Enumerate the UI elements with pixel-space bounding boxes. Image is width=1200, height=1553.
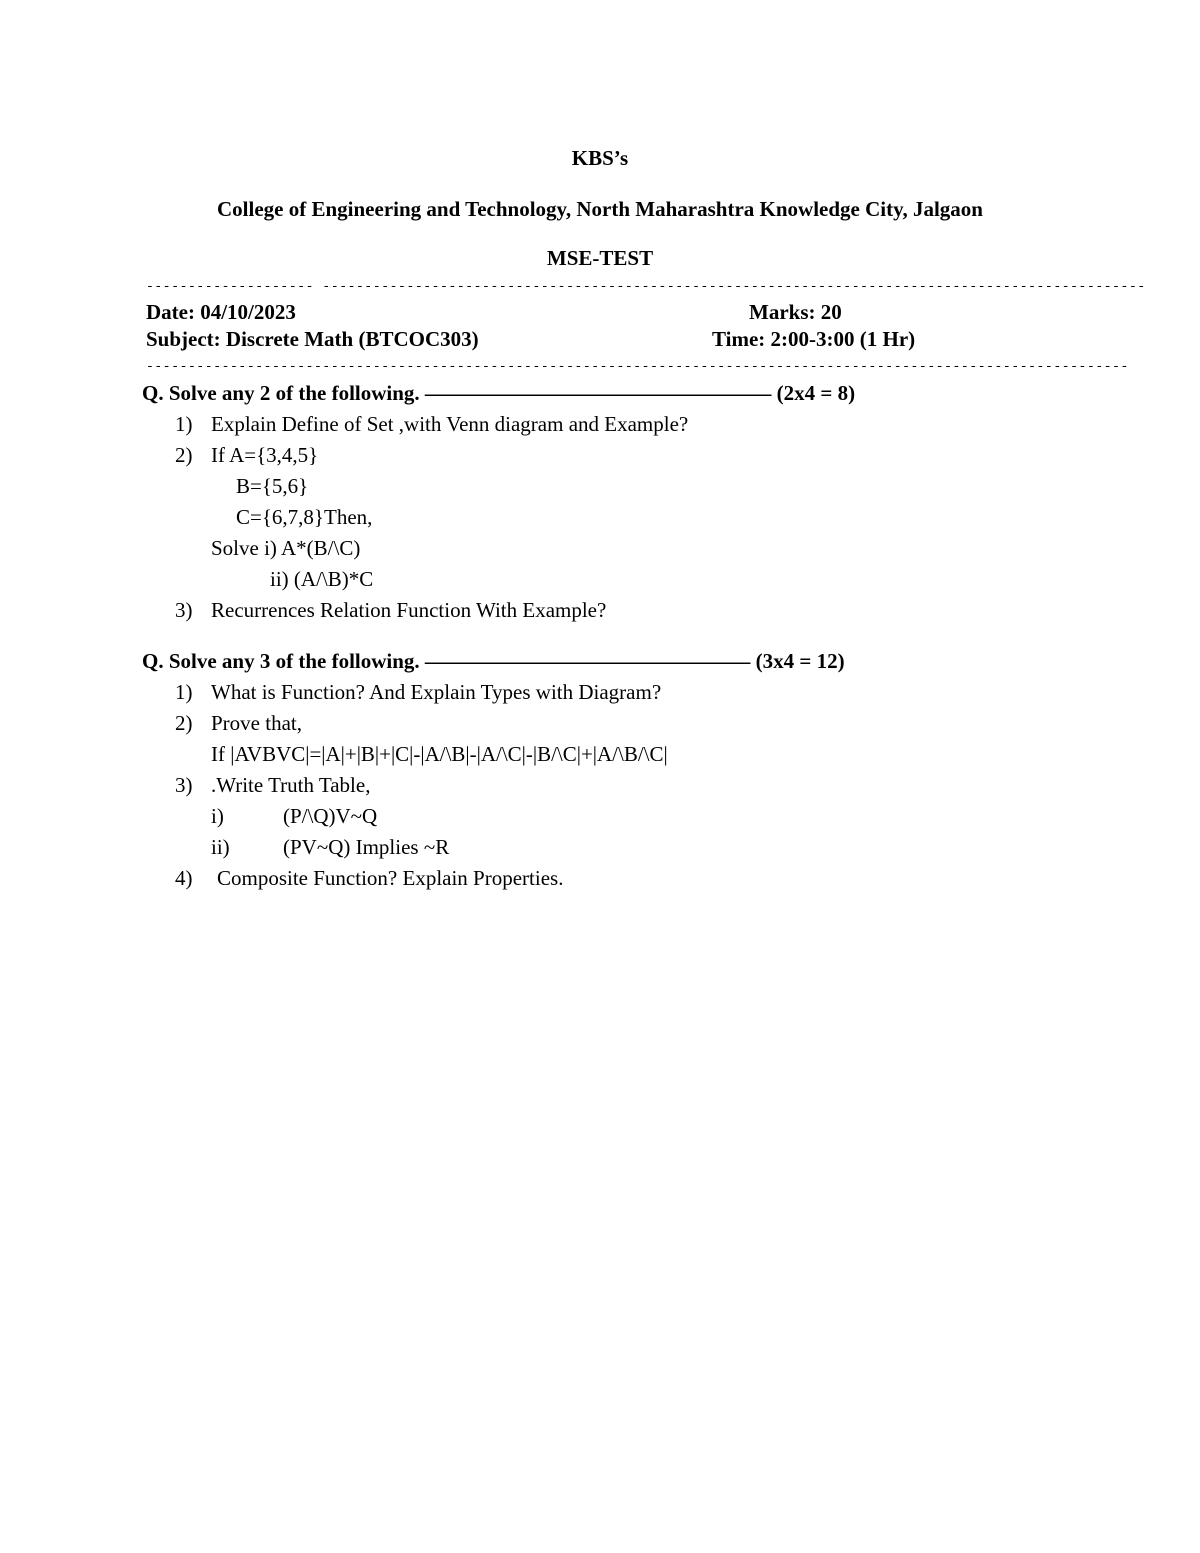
institution-short-name: KBS’s (571, 146, 629, 170)
top-divider: -------------------- -------------------------------------------------------------------------------------------------- (146, 279, 1146, 294)
exam-marks: Marks: 20 (749, 300, 842, 324)
s2-item2-number: 2) (175, 711, 193, 735)
s2-item2-formula: If |AVBVC|=|A|+|B|+|C|-|A/\B|-|A/\C|-|B/\C|+|A/\B/\C| (211, 742, 668, 766)
s1-item1-number: 1) (175, 412, 193, 436)
s1-item2-line-c: C={6,7,8}Then, (236, 505, 373, 529)
bottom-divider: --------------------------------------------------------------------------------------------------------------------- (146, 359, 1129, 374)
s1-item3-number: 3) (175, 598, 193, 622)
s2-item3-sub-ii-number: ii) (211, 835, 230, 859)
exam-time: Time: 2:00-3:00 (1 Hr) (712, 327, 916, 351)
s2-item3-sub-i-text: (P/\Q)V~Q (283, 804, 378, 828)
s2-item3-sub-i-number: i) (211, 804, 224, 828)
s2-item3-number: 3) (175, 773, 193, 797)
section1-title: Q. Solve any 2 of the following. ––––––––––––––––––––––––––––––––– (2x4 = 8) (142, 381, 856, 405)
s2-item1-number: 1) (175, 680, 193, 704)
s1-item2-number: 2) (175, 443, 193, 467)
exam-date: Date: 04/10/2023 (146, 300, 296, 324)
s1-item2-solve-i: Solve i) A*(B/\C) (211, 536, 361, 560)
s2-item1-text: What is Function? And Explain Types with Diagram? (211, 680, 662, 704)
college-name: College of Engineering and Technology, North Maharashtra Knowledge City, Jalgaon (217, 197, 983, 221)
s2-item3-text: .Write Truth Table, (211, 773, 371, 797)
s1-item2-solve-ii: ii) (A/\B)*C (270, 567, 374, 591)
section2-title: Q. Solve any 3 of the following. ––––––––––––––––––––––––––––––– (3x4 = 12) (142, 649, 845, 673)
s1-item1-text: Explain Define of Set ,with Venn diagram and Example? (211, 412, 689, 436)
s2-item4-number: 4) (175, 866, 193, 890)
s2-item3-sub-ii-text: (PV~Q) Implies ~R (283, 835, 450, 859)
s1-item3-text: Recurrences Relation Function With Example? (211, 598, 607, 622)
test-title: MSE-TEST (546, 246, 654, 270)
s1-item2-text: If A={3,4,5} (211, 443, 319, 467)
exam-subject: Subject: Discrete Math (BTCOC303) (146, 327, 479, 351)
s2-item4-text: Composite Function? Explain Properties. (217, 866, 564, 890)
s2-item2-text: Prove that, (211, 711, 302, 735)
s1-item2-line-b: B={5,6} (236, 474, 309, 498)
